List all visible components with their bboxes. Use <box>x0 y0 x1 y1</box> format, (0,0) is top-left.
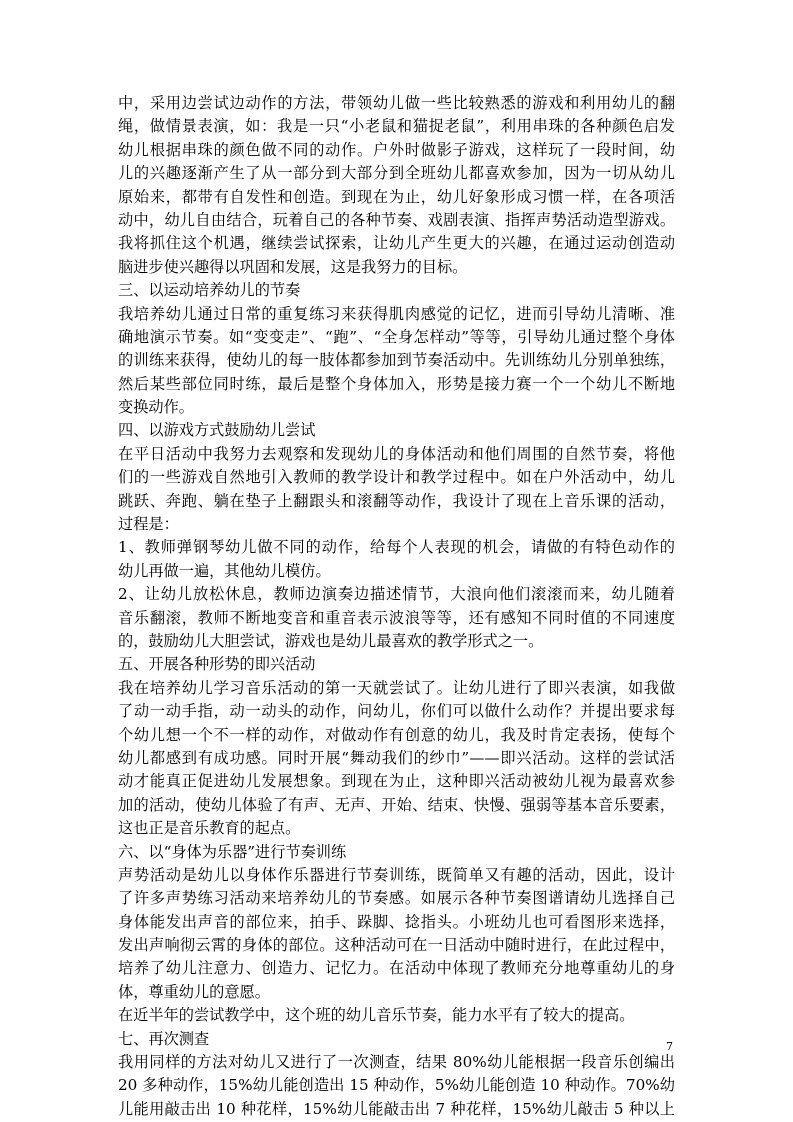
text-line: 体，尊重幼儿的意愿。 <box>118 982 270 1001</box>
text-line: 跳跃、奔跑、躺在垫子上翻跟头和滚翻等动作，我设计了现在上音乐课的活动， <box>118 491 675 510</box>
text-line: 身体能发出声音的部位来，拍手、跺脚、捻指头。小班幼儿也可看图形来选择， <box>118 912 675 931</box>
text-line: 了许多声势练习活动来培养幼儿的节奏感。如展示各种节奏图谱请幼儿选择自己 <box>118 889 675 908</box>
text-line: 动中，幼儿自由结合，玩着自己的各种节奏、戏剧表演、指挥声势活动造型游戏。 <box>118 210 675 229</box>
text-line: 儿能用敲击出 10 种花样，15%幼儿能敲击出 7 种花样，15%幼儿敲击 5 种以上 <box>118 1099 675 1118</box>
text-line: 们的一些游戏自然地引入教师的教学设计和教学过程中。如在户外活动中，幼儿 <box>118 468 675 487</box>
text-line: 六、以“身体为乐器”进行节奏训练 <box>118 842 347 861</box>
text-line: 培养了幼儿注意力、创造力、记忆力。在活动中体现了教师充分地尊重幼儿的身 <box>118 959 675 978</box>
text-line: 脑进步使兴趣得以巩固和发展，这是我努力的目标。 <box>118 257 468 276</box>
text-line: 确地演示节奏。如“变变走”、“跑”、“全身怎样动”等等，引导幼儿通过整个身体 <box>118 327 675 346</box>
text-line: 个幼儿想一个不一样的动作，对做动作有创意的幼儿，我及时肯定表扬，使每个 <box>118 725 675 744</box>
text-line: 幼儿都感到有成功感。同时开展“舞动我们的纱巾”——即兴活动。这样的尝试活 <box>118 748 675 767</box>
text-line: 三、以运动培养幼儿的节奏 <box>118 281 301 300</box>
text-line: 了动一动手指，动一动头的动作，问幼儿，你们可以做什么动作？并提出要求每 <box>118 702 675 721</box>
text-line: 变换动作。 <box>118 398 194 417</box>
text-line: 幼儿再做一遍，其他幼儿模仿。 <box>118 561 331 580</box>
text-line: 音乐翻滚，教师不断地变音和重音表示波浪等等，还有感知不同时值的不同速度 <box>118 608 675 627</box>
text-line: 过程是： <box>118 515 179 534</box>
text-line: 在近半年的尝试教学中，这个班的幼儿音乐节奏，能力水平有了较大的提高。 <box>118 1006 635 1025</box>
text-line: 这也正是音乐教育的起点。 <box>118 819 301 838</box>
text-line: 四、以游戏方式鼓励幼儿尝试 <box>118 421 316 440</box>
text-line: 我将抓住这个机遇，继续尝试探索，让幼儿产生更大的兴趣，在通过运动创造动 <box>118 234 675 253</box>
text-line: 在平日活动中我努力去观察和发现幼儿的身体活动和他们周围的自然节奏，将他 <box>118 444 675 463</box>
text-line: 1、教师弹钢琴幼儿做不同的动作，给每个人表现的机会，请做的有特色动作的 <box>118 538 675 557</box>
text-line: 中，采用边尝试边动作的方法，带领幼儿做一些比较熟悉的游戏和利用幼儿的翻 <box>118 94 675 112</box>
text-line: 然后某些部位同时练，最后是整个身体加入，形势是接力赛一个一个幼儿不断地 <box>118 374 675 393</box>
text-line: 我在培养幼儿学习音乐活动的第一天就尝试了。让幼儿进行了即兴表演，如我做 <box>118 678 675 697</box>
text-line: 五、开展各种形势的即兴活动 <box>118 655 316 674</box>
body-text <box>118 92 675 1121</box>
page-number: 7 <box>666 1040 673 1053</box>
text-line: 动才能真正促进幼儿发展想象。到现在为止，这种即兴活动被幼儿视为最喜欢参 <box>118 772 675 791</box>
text-line: 绳，做情景表演，如：我是一只“小老鼠和猫捉老鼠”，利用串珠的各种颜色启发 <box>118 117 675 136</box>
text-line: 2、让幼儿放松休息，教师边演奏边描述情节，大浪向他们滚滚而来，幼儿随着 <box>118 585 675 604</box>
text-line: 我培养幼儿通过日常的重复练习来获得肌肉感觉的记忆，进而引导幼儿清晰、准 <box>118 304 675 323</box>
text-line: 的训练来获得，使幼儿的每一肢体都参加到节奏活动中。先训练幼儿分别单独练， <box>118 351 675 370</box>
text-line: 发出声响彻云霄的身体的部位。这种活动可在一日活动中随时进行，在此过程中， <box>118 936 675 955</box>
text-line: 幼儿根据串珠的颜色做不同的动作。户外时做影子游戏，这样玩了一段时间，幼 <box>118 140 675 159</box>
text-line: 我用同样的方法对幼儿又进行了一次测查，结果 80%幼儿能根据一段音乐创编出 <box>118 1053 675 1072</box>
text-line: 声势活动是幼儿以身体作乐器进行节奏训练，既简单又有趣的活动，因此，设计 <box>118 865 675 884</box>
text-line: 儿的兴趣逐渐产生了从一部分到大部分到全班幼儿都喜欢参加，因为一切从幼儿 <box>118 164 675 183</box>
text-line: 七、再次测查 <box>118 1029 210 1048</box>
text-line: 原始来，都带有自发性和创造。到现在为止，幼儿好象形成习惯一样，在各项活 <box>118 187 675 206</box>
text-line: 加的活动，使幼儿体验了有声、无声、开始、结束、快慢、强弱等基本音乐要素， <box>118 795 675 814</box>
text-line: 20 多种动作，15%幼儿能创造出 15 种动作，5%幼儿能创造 10 种动作。70%幼 <box>118 1076 675 1095</box>
text-line: 的，鼓励幼儿大胆尝试，游戏也是幼儿最喜欢的教学形式之一。 <box>118 631 544 650</box>
